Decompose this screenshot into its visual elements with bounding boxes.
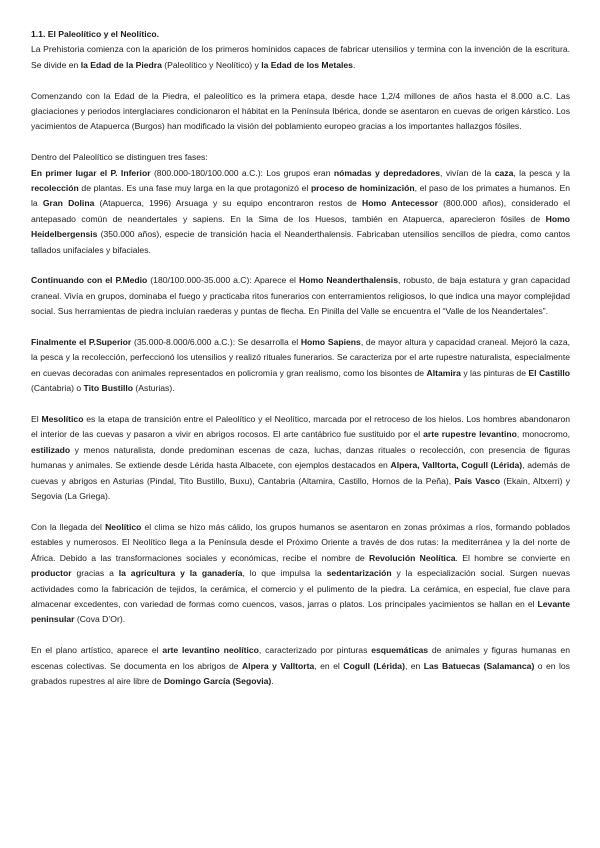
paleolithic-paragraph: Comenzando con la Edad de la Piedra, el paleolítico es la primera etapa, desde hace 1,2/4 millones de años hasta el 8.000 a.C. Las glaciaciones y periodos interglaciares condicionaron el hábitat en la Península Ibérica, donde se asentaron en cuevas de origen kárstico. Los yacimientos de Atapuerca (Burgos) han modificado la visión del poblamiento europeo gracias a los importantes hallazgos fósiles. <box>31 90 570 132</box>
inferior-paragraph: En primer lugar el P. Inferior (800.000-180/100.000 a.C.): Los grupos eran nómadas y depredadores, vivían de la caza, la pesca y la recolección de plantas. Es una fase muy larga en la que protagonizó el proceso de hominización, el paso de los primates a humanos. En la Gran Dolina (Atapuerca, 1996) Arsuaga y su equipo encontraron restos de Homo Antecessor (800.000 años), considerado el antepasado común de neandertales y sapiens. En la Sima de los Huesos, también en Atapuerca, aparecieron fósiles de Homo Heidelbergensis (350.000 años), especie de transición hacia el Neanderthalensis. Fabricaban utensilios sencillos de piedra, como cantos tallados unifaciales y bifaciales. <box>31 167 570 255</box>
mesolithic-paragraph: El Mesolítico es la etapa de transición entre el Paleolítico y el Neolítico, marcada por el retroceso de los hielos. Los hombres abandonaron el interior de las cuevas y pasaron a vivir en abrigos rocosos. El arte cantábrico fue sustituido por el arte rupestre levantino, monocromo, estilizado y menos naturalista, donde predominan escenas de caza, luchas, danzas rituales o recolección, con presencia de figuras humanas y animales. Se extiende desde Lérida hasta Albacete, con ejemplos destacados en Alpera, Valltorta, Cogull (Lérida), además de cuevas y abrigos en Asturias (Pindal, Tito Bustillo, Buxu), Cantabria (Altamira, Castillo, Hornos de la Peña), País Vasco (Ekain, Altxerri) y Segovia (La Griega). <box>31 414 571 502</box>
document-page <box>31 27 570 705</box>
superior-paragraph: Finalmente el P.Superior (35.000-8.000/6.000 a.C.): Se desarrolla el Homo Sapiens, de mayor altura y capacidad craneal. Mejoró la caza, la pesca y la recolección, perfeccionó los utensilios y realizó rituales funerarios. Se caracteriza por el arte rupestre naturalista, especialmente en cuevas decoradas con animales representados en policromía y gran realismo, como los bisontes de Altamira y las pinturas de El Castillo (Cantabria) o Tito Bustillo (Asturias). <box>31 337 570 394</box>
art-paragraph: En el plano artístico, aparece el arte levantino neolítico, caracterizado por pinturas esquemáticas de animales y figuras humanas en escenas colectivas. Se documenta en los abrigos de Alpera y Valltorta, en el Cogull (Lérida), en Las Batuecas (Salamanca) o en los grabados rupestres al aire libre de Domingo García (Segovia). <box>31 645 570 686</box>
section-heading: 1.1. El Paleolítico y el Neolítico. <box>31 29 159 39</box>
neolithic-paragraph: Con la llegada del Neolítico el clima se hizo más cálido, los grupos humanos se asentaron en zonas próximas a ríos, formando poblados estables y numerosos. El Neolítico llega a la Península desde el Próximo Oriente a través de dos rutas: la mediterránea y la del norte de África. Debido a las transformaciones sociales y económicas, recibe el nombre de Revolución Neolítica. El hombre se convierte en productor gracias a la agricultura y la ganadería, lo que impulsa la sedentarización y la especialización social. Surgen nuevas actividades como la fabricación de tejidos, la cerámica, el comercio y el pulimento de la piedra. La cerámica, en especial, fue clave para almacenar excedentes, con variedad de formas como cuencos, vasos, jarras o platos. Los principales yacimientos se hallan en el Levante peninsular (Cova D’Or). <box>31 521 570 625</box>
phases-intro: Dentro del Paleolítico se distinguen tres fases: <box>31 152 208 163</box>
medio-paragraph: Continuando con el P.Medio (180/100.000-35.000 a.C): Aparece el Homo Neanderthalensis, robusto, de baja estatura y gran capacidad craneal. Vivía en grupos, dominaba el fuego y practicaba ritos funerarios con enterramientos religiosos, lo que indica una mayor complejidad social. Sus herramientas de piedra incluían raederas y puntas de flecha. En Pinilla del Valle se encuentra el “Valle de los Neandertales”. <box>31 275 571 317</box>
intro-paragraph: La Prehistoria comienza con la aparición de los primeros homínidos capaces de fabricar utensilios y termina con la invención de la escritura. Se divide en la Edad de la Piedra (Paleolítico y Neolítico) y la Edad de los Metales. <box>31 44 570 70</box>
